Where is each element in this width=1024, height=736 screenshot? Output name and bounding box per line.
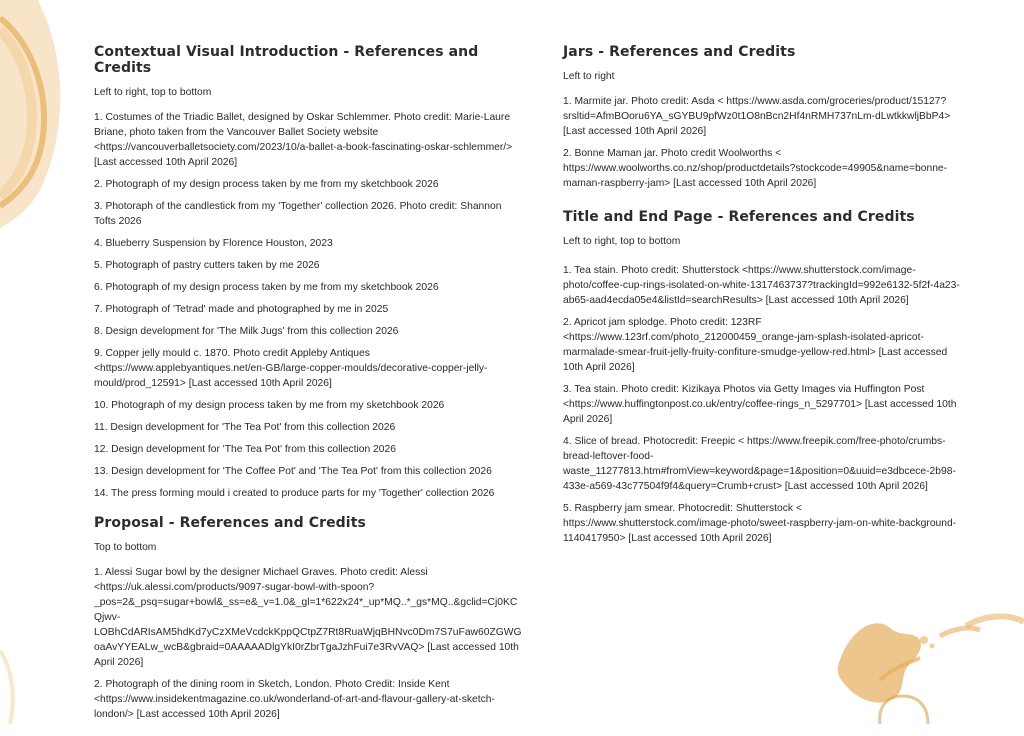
reference-item: 14. The press forming mould i created to produce parts for my 'Together' collection 2026 xyxy=(94,488,495,499)
section-proposal xyxy=(94,515,524,722)
section-title: Title and End Page - References and Credits xyxy=(563,209,915,225)
section-contextual-introduction xyxy=(94,44,524,501)
section-subtitle: Left to right xyxy=(563,71,615,82)
reference-item: 2. Bonne Maman jar. Photo credit Woolworths < https://www.woolworths.co.nz/shop/productdetails?stockcode=49905&name=bonne-maman-raspberry-jam> [Last accessed 10th April 2026] xyxy=(563,148,948,189)
reference-item: 7. Photograph of 'Tetrad' made and photographed by me in 2025 xyxy=(94,304,389,315)
left-column xyxy=(94,44,524,736)
section-title: Contextual Visual Introduction - References and Credits xyxy=(94,44,479,76)
right-column xyxy=(563,44,968,560)
reference-item: 6. Photograph of my design process taken by me from my sketchbook 2026 xyxy=(94,282,439,293)
reference-item: 2. Photograph of my design process taken by me from my sketchbook 2026 xyxy=(94,179,439,190)
reference-item: 5. Photograph of pastry cutters taken by me 2026 xyxy=(94,260,320,271)
reference-item: 9. Copper jelly mould c. 1870. Photo credit Appleby Antiques <https://www.applebyantiques.net/en-GB/large-copper-moulds/decorative-copper-jelly-mould/prod_12591> [Last accessed 10th April 2026] xyxy=(94,348,488,389)
reference-item: 10. Photograph of my design process taken by me from my sketchbook 2026 xyxy=(94,400,445,411)
reference-item: 3. Photoraph of the candlestick from my 'Together' collection 2026. Photo credit: Shannon Tofts 2026 xyxy=(94,201,502,227)
section-subtitle: Left to right, top to bottom xyxy=(563,236,681,247)
reference-item: 2. Photograph of the dining room in Sketch, London. Photo Credit: Inside Kent <https://www.insidekentmagazine.co.uk/wonderland-of-art-and-flavour-gallery-at-sketch-london/> [Last accessed 10th April 2026] xyxy=(94,679,495,720)
reference-item: 3. Tea stain. Photo credit: Kizikaya Photos via Getty Images via Huffington Post <https://www.huffingtonpost.co.uk/entry/coffee-rings_n_5297701> [Last accessed 10th April 2026] xyxy=(563,384,957,425)
reference-item: 13. Design development for 'The Coffee Pot' and 'The Tea Pot' from this collection 2026 xyxy=(94,466,492,477)
reference-item: 2. Apricot jam splodge. Photo credit: 123RF <https://www.123rf.com/photo_212000459_orange-jam-splash-isolated-apricot-marmalade-smear-fruit-jelly-fruity-confiture-smudge-yellow-red.html> [Last accessed 10th April 2026] xyxy=(563,317,948,373)
section-title: Proposal - References and Credits xyxy=(94,515,366,531)
reference-item: 4. Slice of bread. Photocredit: Freepic < https://www.freepik.com/free-photo/crumbs-bread-leftover-food-waste_11277813.htm#fromView=keyword&page=1&position=0&uuid=e3dbcece-2b98-433e-a569-43c77504f9f4&query=Crumb+crust> [Last accessed 10th April 2026] xyxy=(563,436,956,492)
section-jars xyxy=(563,44,968,191)
reference-item: 1. Alessi Sugar bowl by the designer Michael Graves. Photo credit: Alessi <https://uk.alessi.com/products/9097-sugar-bowl-with-spoon?_pos=2&_psq=sugar+bowl&_ss=e&_v=1.0&_gl=1*622x24*_up*MQ..*_gs*MQ..&gclid=Cj0KCQjwv-LOBhCdARIsAM5hdKd7yCzXMeVcdckKppQCtpZ7Rt8RuaWjqBHNvc0Dm7S7uFaw60ZGWGoaAvYYEALw_wcB&gbraid=0AAAAADlgYkI0rZbrTgaJzhFui7e3RvVAQ> [Last accessed 10th April 2026] xyxy=(94,567,522,668)
tea-stain-top-left xyxy=(0,0,80,230)
section-title-end-page xyxy=(563,209,968,546)
reference-item: 11. Design development for 'The Tea Pot' from this collection 2026 xyxy=(94,422,396,433)
reference-item: 8. Design development for 'The Milk Jugs' from this collection 2026 xyxy=(94,326,399,337)
reference-item: 4. Blueberry Suspension by Florence Houston, 2023 xyxy=(94,238,333,249)
tea-stain-bottom-right xyxy=(820,600,1024,724)
reference-item: 1. Marmite jar. Photo credit: Asda < https://www.asda.com/groceries/product/15127?srsltid=AfmBOoru6YA_sGYBU9pfWz0t1O8nBcn2Hf4nRMH737nLm-dLwtkkwljBbP4> [Last accessed 10th April 2026] xyxy=(563,96,951,137)
reference-item: 12. Design development for 'The Tea Pot' from this collection 2026 xyxy=(94,444,396,455)
reference-item: 1. Tea stain. Photo credit: Shutterstock <https://www.shutterstock.com/image-photo/coffee-cup-rings-isolated-on-white-1317463737?trackingId=992e6132-5f2f-4a23-ab65-aad4ecda05e4&listId=searchResults> [Last accessed 10th April 2026] xyxy=(563,265,960,306)
section-title: Jars - References and Credits xyxy=(563,44,796,60)
tea-stain-bottom-left xyxy=(0,650,30,724)
reference-item: 1. Costumes of the Triadic Ballet, designed by Oskar Schlemmer. Photo credit: Marie-Laure Briane, photo taken from the Vancouver Ballet Society website <https://vancouverballetsociety.com/2023/10/a-ballet-a-book-fascinating-oskar-schlemmer/> [Last accessed 10th April 2026] xyxy=(94,112,513,168)
section-subtitle: Left to right, top to bottom xyxy=(94,87,212,98)
section-subtitle: Top to bottom xyxy=(94,542,157,553)
reference-item: 5. Raspberry jam smear. Photocredit: Shutterstock < https://www.shutterstock.com/image-photo/sweet-raspberry-jam-on-white-background-1140417950> [Last accessed 10th April 2026] xyxy=(563,503,957,544)
